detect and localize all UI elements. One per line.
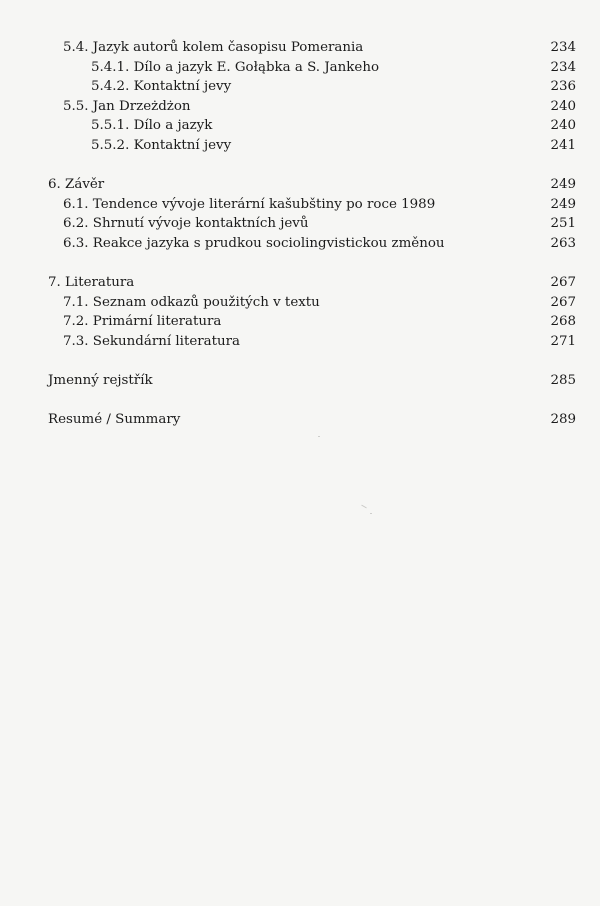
toc-entry [48,410,576,430]
toc-entry [48,234,576,254]
toc-entry-page: 268 [550,314,576,330]
toc-entry [48,116,576,136]
toc-entry-page: 271 [550,333,576,349]
toc-entry-page: 236 [550,79,576,95]
toc-entry-title: 7.2. Primární literatura [63,314,222,330]
toc-entry-title: 7. Literatura [48,275,135,291]
section-spacer [48,156,576,176]
toc-entry-page: 267 [550,294,576,310]
toc-entry-title: 5.5. Jan Drzeżdżon [63,98,191,114]
toc-entry-page: 263 [550,235,576,251]
toc-entry [48,214,576,234]
toc-entry-page: 241 [550,137,576,153]
toc-entry [48,312,576,332]
toc-entry-title: 5.5.2. Kontaktní jevy [91,137,232,153]
toc-entry-page: 267 [550,275,576,291]
toc-entry-title: 5.5.1. Dílo a jazyk [91,118,213,134]
toc-entry-page: 234 [550,59,576,75]
toc-entry-title: 6. Závěr [48,177,105,193]
toc-entry [48,293,576,313]
section-spacer [48,352,576,372]
toc-entry-title: 7.3. Sekundární literatura [63,333,241,349]
toc-entry-page: 249 [550,177,576,193]
toc-entry [48,195,576,215]
paper-speck [318,436,320,437]
toc-entry [48,371,576,391]
toc-entry [48,38,576,58]
toc-entry [48,97,576,117]
section-spacer [48,391,576,411]
toc-entry-title: 6.1. Tendence vývoje literární kašubštiny po roce 1989 [63,196,436,212]
toc-entry-title: 6.3. Reakce jazyka s prudkou sociolingvistickou změnou [63,235,445,251]
toc-entry [48,175,576,195]
toc-entry-page: 240 [550,98,576,114]
toc-entry-title: 5.4.1. Dílo a jazyk E. Gołąbka a S. Jankeho [91,59,380,75]
toc-entry-title: 5.4.2. Kontaktní jevy [91,79,232,95]
toc-entry-title: 6.2. Shrnutí vývoje kontaktních jevů [63,216,309,232]
toc-entry [48,273,576,293]
toc-entry-page: 249 [550,196,576,212]
table-of-contents [48,38,576,430]
toc-entry-page: 240 [550,118,576,134]
toc-entry-title: 5.4. Jazyk autorů kolem časopisu Pomerania [63,40,364,55]
paper-speck [361,505,367,509]
toc-entry [48,77,576,97]
toc-entry-title: 7.1. Seznam odkazů použitých v textu [63,294,320,310]
toc-entry-page: 234 [550,40,576,55]
toc-entry-page: 289 [550,412,576,428]
toc-entry [48,136,576,156]
paper-speck [370,513,372,514]
toc-entry-title: Jmenný rejstřík [48,373,153,389]
toc-entry-title: Resumé / Summary [48,412,181,428]
section-spacer [48,254,576,274]
toc-entry [48,332,576,352]
toc-entry [48,58,576,78]
toc-entry-page: 251 [550,216,576,232]
toc-entry-page: 285 [550,373,576,389]
